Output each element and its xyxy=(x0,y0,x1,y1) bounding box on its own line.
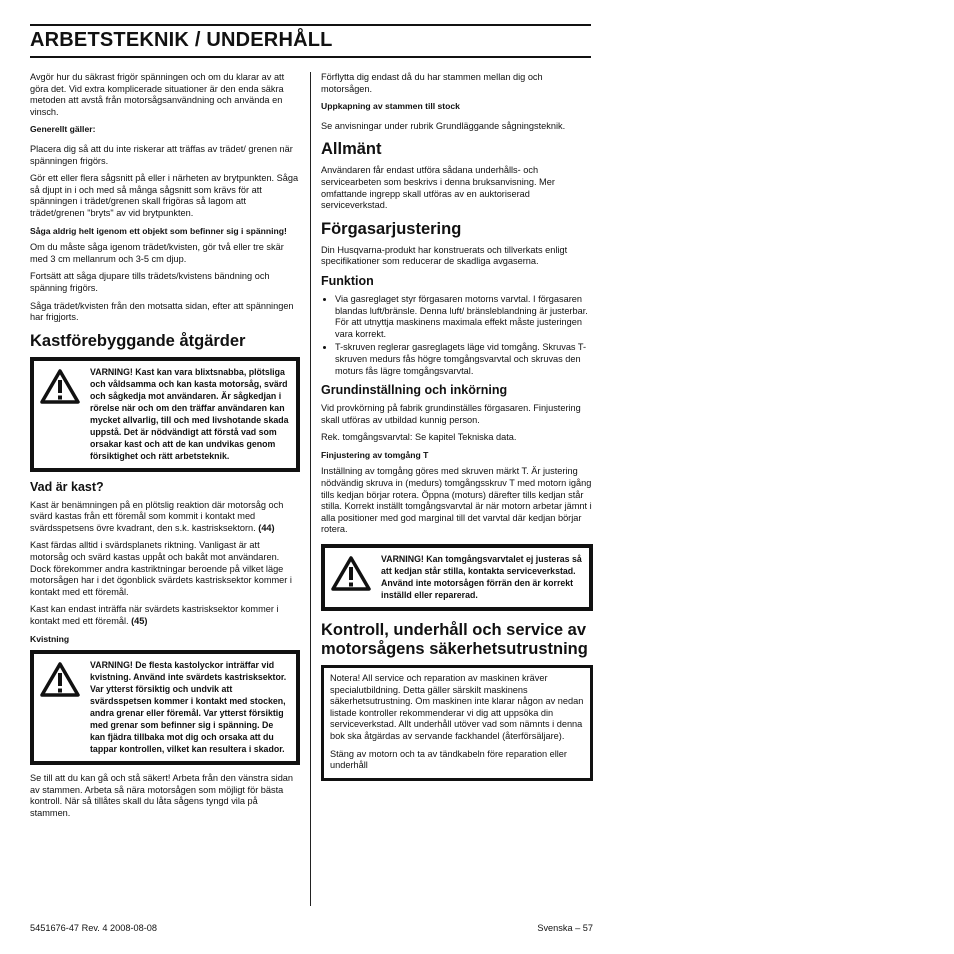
right-column xyxy=(321,72,593,781)
warning-box xyxy=(30,650,300,765)
warning-text: VARNING! Kast kan vara blixtsnabba, plötsliga och våldsamma och kan kasta motorsåg, svärd och sågkedja mot användaren. Är sågkedjan i rörelse när och om den träffar användaren kan mycket allvarlig, till och med livshotande skada uppstå. Det är nödvändigt att förstå vad som orsakar kast och att de kan undvikas genom försiktighet och rätt arbetsteknik. xyxy=(90,366,289,461)
warning-triangle-icon xyxy=(34,654,86,761)
bold-note: Såga aldrig helt igenom ett objekt som befinner sig i spänning! xyxy=(30,225,287,236)
warning-box xyxy=(30,357,300,472)
section-heading-allmant: Allmänt xyxy=(321,140,382,159)
section-heading-funktion: Funktion xyxy=(321,273,374,288)
paragraph: Placera dig så att du inte riskerar att träffas av trädet/ grenen när spänningen frigörs. xyxy=(30,143,293,166)
footer-doc-id: 5451676-47 Rev. 4 2008-08-08 xyxy=(30,923,158,933)
paragraph: Se till att du kan gå och stå säkert! Arbeta från den vänstra sidan av stammen. Arbeta så nära motorsågen som möjligt för bästa kontroll. När så tillåtes skall du låta sågens tyngd vila på stammen. xyxy=(30,773,294,818)
section-heading-vad: Vad är kast? xyxy=(30,479,104,494)
paragraph: Avgör hur du säkrast frigör spänningen och om du klarar av att göra det. Vid extra komplicerade situationer är den enda säkra metoden att avstå från motorsågsanvändning och använda en vinsch. xyxy=(30,72,285,117)
warning-box xyxy=(321,544,593,611)
section-heading-forgasar: Förgasarjustering xyxy=(321,219,462,238)
warning-text: VARNING! Kan tomgångsvarvtalet ej justeras så att kedjan står stilla, kontakta serviceverkstad. Använd inte motorsågen förrän den är korrekt inställd eller reparerad. xyxy=(381,554,582,601)
list-item: • T-skruven reglerar gasreglagets läge vid tomgång. Skruvas T-skruven medurs fås högre tomgångsvarvtal och skruvas den moturs fås lägre tomgångsvarvtal. xyxy=(335,342,593,377)
paragraph: Inställning av tomgång göres med skruven märkt T. Är justering nödvändig skruva in (medurs) tomgångsskruv T med motorn igång tills kedjan börjar rotera. Öppna (moturs) därefter tills kedjan står stilla. Korrekt inställt tomgångsvarvtal är när motorn arbetar jämnt i alla positioner med god marginal till det varvtal där kedjan börjar rotera. xyxy=(321,466,592,535)
paragraph: Kast färdas alltid i svärdsplanets riktning. Vanligast är att motorsåg och svärd kastas uppåt och bakåt mot användaren. Dock förekommer andra kastriktningar beroende på vilket läge motorsågen har i det ögonblick svärdets kastrisksektor kommer i kontakt med ett föremål. xyxy=(30,540,292,597)
footer-page-number: Svenska – 57 xyxy=(537,923,593,933)
subheading-generellt: Generellt gäller: xyxy=(30,124,96,135)
paragraph: Vid provkörning på fabrik grundinställes förgasaren. Finjustering skall utföras av utbildad kunnig person. xyxy=(321,403,581,425)
subheading-uppkapning: Uppkapning av stammen till stock xyxy=(321,101,460,112)
figure-ref: (45) xyxy=(131,616,148,627)
warning-triangle-icon xyxy=(34,361,86,468)
paragraph: Rek. tomgångsvarvtal: Se kapitel Tekniska data. xyxy=(321,432,517,443)
paragraph: Kast kan endast inträffa när svärdets kastrisksektor kommer i kontakt med ett föremål. (45) xyxy=(30,604,279,627)
paragraph: Användaren får endast utföra sådana underhålls- och servicearbeten som beskrivs i denna bruksanvisning. Mer omfattande ingrepp skall utföras av en auktoriserad serviceverkstad. xyxy=(321,165,555,211)
warning-text: VARNING! De flesta kastolyckor inträffar vid kvistning. Använd inte svärdets kastrisksektor. Var ytterst försiktig och undvik att svärdsspetsen kommer i kontakt med stocken, andra grenar eller föremål. Var ytterst försiktig med grenar som befinner sig i spänning. De kan fjädra tillbaka mot dig och orsaka att du tappar kontrollen, vilket kan resultera i skador. xyxy=(90,660,287,755)
paragraph: Om du måste såga igenom trädet/kvisten, gör två eller tre skär med 3 cm mellanrum och 3-5 cm djup. xyxy=(30,242,284,264)
paragraph: Se anvisningar under rubrik Grundläggande sågningsteknik. xyxy=(321,120,566,131)
paragraph: Fortsätt att såga djupare tills trädets/kvistens bändning och spänning frigörs. xyxy=(30,271,270,293)
note-text: Stäng av motorn och ta av tändkabeln före reparation eller underhåll xyxy=(330,748,567,771)
subheading-kvistning: Kvistning xyxy=(30,633,70,644)
paragraph: Såga trädet/kvisten från den motsatta sidan, efter att spänningen har frigjorts. xyxy=(30,300,294,323)
subheading-finjustering: Finjustering av tomgång T xyxy=(321,449,429,460)
paragraph: Förflytta dig endast då du har stammen mellan dig och motorsågen. xyxy=(321,72,543,94)
column-divider xyxy=(310,72,311,906)
left-column xyxy=(30,72,300,826)
note-text: Notera! All service och reparation av maskinen kräver specialutbildning. Detta gäller särskilt maskinens säkerhetsutrustning. Om maskinen inte klarar någon av nedan listade kontroller rekommenderar vi dig att uppsöka din serviceverkstad. Allt underhåll utöver vad som nämnts i denna bok ska åtgärdas av servande fackhandel (återförsäljare). xyxy=(330,673,584,741)
list-item: • Via gasreglaget styr förgasaren motorns varvtal. I förgasaren blandas luft/bränsle. Denna luft/ bränsleblandning är justerbar. För att utnyttja maskinens maximala effekt måste justeringen vara korrekt. xyxy=(335,294,593,340)
paragraph: Din Husqvarna-produkt har konstruerats och tillverkats enligt specifikationer som reducerar de skadliga avgaserna. xyxy=(321,244,568,267)
page-title: ARBETSTEKNIK / UNDERHÅLL xyxy=(30,29,333,51)
bullet-list xyxy=(321,294,593,377)
section-heading-kontroll: Kontroll, underhåll och service av motorsågens säkerhetsutrustning xyxy=(321,621,588,659)
warning-triangle-icon xyxy=(325,548,377,607)
paragraph: Kast är benämningen på en plötslig reaktion där motorsåg och svärd kastas från ett föremål som kommit i kontakt med svärdsspetsens övre kvadrant, den s.k. kastrisksektorn. (44) xyxy=(30,499,284,533)
paragraph: Gör ett eller flera sågsnitt på eller i närheten av brytpunkten. Såga så djupt in i och med så många sågsnitt som krävs för att spänningen i trädet/grenen skall frigöras så lagom att trädet/grenen "bryts" av vid brytpunkten. xyxy=(30,173,299,218)
section-heading-grund: Grundinställning och inkörning xyxy=(321,383,508,398)
figure-ref: (44) xyxy=(258,522,275,533)
page-header xyxy=(30,24,591,58)
section-heading-kast: Kastförebyggande åtgärder xyxy=(30,331,246,350)
note-box xyxy=(321,665,593,781)
